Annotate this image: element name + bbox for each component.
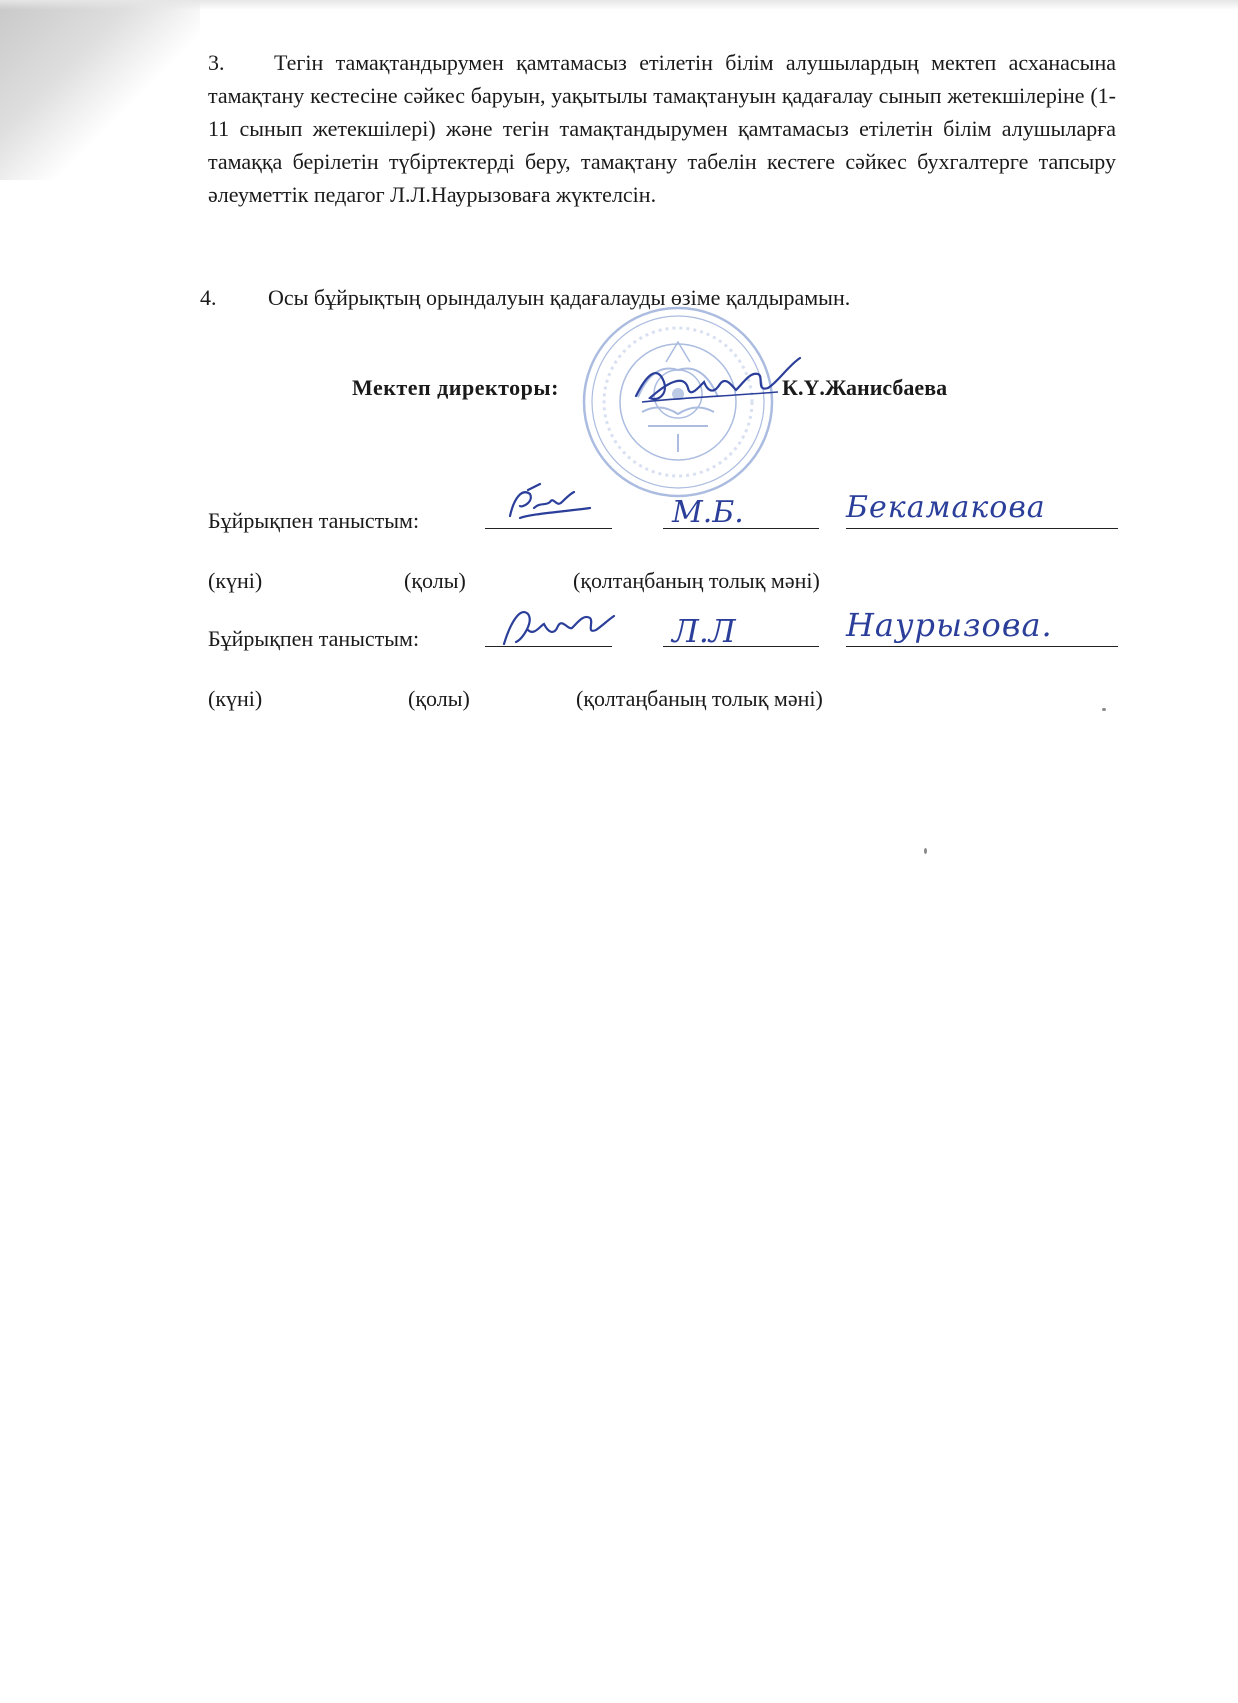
- scan-corner-shadow: [0, 0, 200, 180]
- item-3-number: 3.: [208, 50, 225, 75]
- item-4-text: Осы бұйрықтың орындалуын қадағалауды өзіме қалдырамын.: [268, 285, 851, 310]
- ack-2-caption-full-name: (қолтаңбаның толық мәні): [576, 686, 823, 711]
- ack-1-caption-signature: (қолы): [404, 568, 466, 593]
- ack-1-caption-date: (күні): [208, 568, 263, 593]
- ack-1-name-line: [846, 528, 1118, 529]
- director-name: К.Ү.Жанисбаева: [782, 375, 948, 400]
- scan-speck: [924, 848, 927, 854]
- item-4-number: 4.: [200, 285, 217, 310]
- director-label: Мектеп директоры:: [352, 375, 559, 400]
- ack-2-initials: Л.Л: [672, 612, 736, 650]
- ack-2-label: Бұйрықпен таныстым:: [208, 626, 420, 651]
- paragraph-item-3: [208, 46, 1116, 211]
- ack-2-name-line: [846, 646, 1118, 647]
- scan-speck: [1102, 708, 1106, 711]
- ack-1-label: Бұйрықпен таныстым:: [208, 508, 420, 533]
- ack-2-surname: Наурызова.: [846, 606, 1053, 644]
- ack-1-caption-full-name: (қолтаңбаның толық мәні): [573, 568, 820, 593]
- ack-1-initials: М.Б.: [672, 495, 744, 530]
- director-signature: [628, 352, 808, 422]
- ack-2-caption-date: (күні): [208, 686, 263, 711]
- acknowledgement-row-2: [208, 626, 419, 652]
- item-3-text: Тегін тамақтандырумен қамтамасыз етілетін білім алушылардың мектеп асханасына тамақтану кестесіне сәйкес баруын, уақытылы тамақтануын қадағалау сынып жетекшілеріне (1-11 сынып жетекшілері) және тегін тамақтандырумен қамтамасыз етілетін білім алушыларға тамаққа берілетін түбіртектерді беру, тамақтану табелін кестеге сәйкес бухгалтерге тапсыру әлеуметтік педагог Л.Л.Наурызоваға жүктелсін.: [208, 50, 1116, 207]
- scan-top-edge: [0, 0, 1238, 10]
- ack-2-caption-signature: (қолы): [408, 686, 470, 711]
- acknowledgement-row-1: [208, 508, 419, 534]
- ack-2-date-signature: [498, 600, 618, 660]
- ack-1-date-signature: [500, 478, 600, 538]
- ack-1-surname: Бекамакова: [846, 490, 1046, 525]
